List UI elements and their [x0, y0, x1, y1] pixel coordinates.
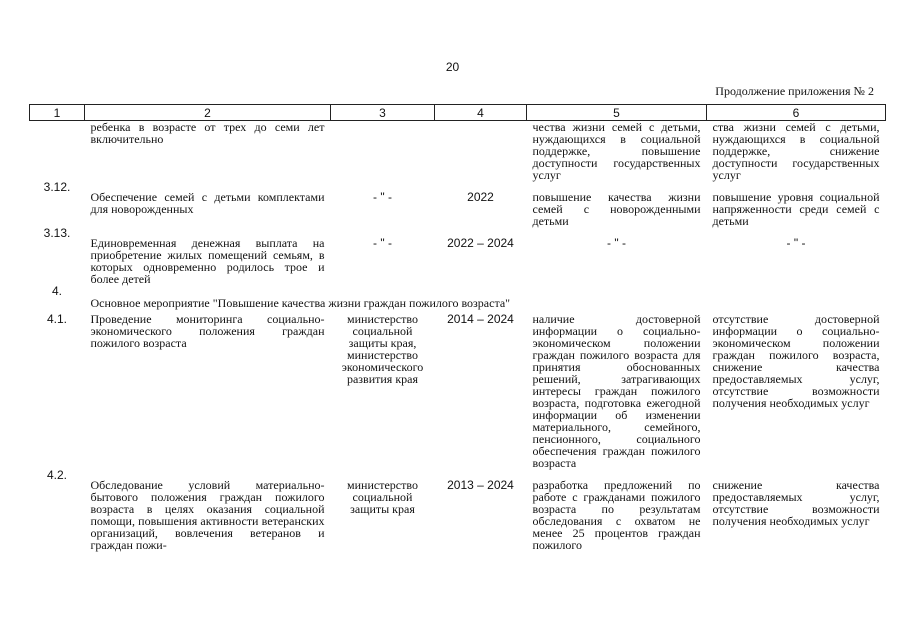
column-header: 1: [30, 105, 85, 121]
column-header: 3: [331, 105, 435, 121]
page-number: 20: [445, 60, 460, 74]
expected-result: чества жизни семей с детьми, нуждающихся в социальной поддержке, повышение доступности государственных услуг: [532, 120, 701, 182]
executor: министерство социальной защиты края: [347, 478, 418, 516]
executor: - " -: [373, 236, 392, 250]
period: 2014 – 2024: [447, 312, 514, 326]
program-measures-table: [29, 104, 886, 551]
expected-result: повышение качества жизни семей с новорожденными детьми: [532, 190, 701, 228]
expected-result: - " -: [607, 236, 626, 250]
row-number: 4.1.: [46, 312, 67, 326]
measure-name: Единовременная денежная выплата на приобретение жилых помещений семьям, в которых одновременно родилось трое и более детей: [90, 236, 325, 286]
table-row: [30, 121, 886, 182]
section-title: Основное мероприятие "Повышение качества жизни граждан пожилого возраста": [90, 296, 511, 310]
consequences: повышение уровня социальной напряженности среди семей с детьми: [712, 190, 880, 228]
section-number: 4.: [51, 284, 62, 298]
period: 2022 – 2024: [447, 236, 514, 250]
table-row: [30, 181, 886, 227]
period: 2022: [467, 190, 494, 204]
section-heading-row: [30, 285, 886, 313]
appendix-note: Продолжение приложения № 2: [715, 84, 874, 98]
row-number: 3.12.: [43, 180, 71, 194]
row-number: 4.2.: [46, 468, 67, 482]
column-header: 5: [527, 105, 707, 121]
executor: министерство социальной защиты края, министерство экономического развития края: [341, 312, 424, 386]
measure-name: Проведение мониторинга социально-экономического положения граждан пожилого возраста: [90, 312, 325, 350]
consequences: снижение качества предоставляемых услуг, отсутствие возможности получения необходимых услуг: [712, 478, 880, 528]
consequences: - " -: [786, 236, 806, 250]
consequences: ства жизни семей с детьми, нуждающихся в социальной поддержке, снижение доступности государственных услуг: [712, 120, 880, 182]
row-number: 3.13.: [43, 226, 71, 240]
table-row: [30, 313, 886, 469]
measure-name: Обеспечение семей с детьми комплектами для новорожденных: [90, 190, 325, 216]
measure-name: Обследование условий материально-бытового положения граждан пожилого возраста в целях оказания социальной помощи, повышения активности ветеранских организаций, вовлечения ветеранов и граждан пожи-: [90, 478, 325, 552]
table-header-row: [30, 105, 886, 121]
measure-name: ребенка в возрасте от трех до семи лет включительно: [90, 120, 325, 146]
table-row: [30, 227, 886, 285]
table-row: [30, 469, 886, 551]
expected-result: разработка предложений по работе с гражданами пожилого возраста по результатам обследования с охватом не менее 25 процентов граждан пожилого: [532, 478, 701, 552]
executor: - " -: [373, 190, 392, 204]
column-header: 4: [435, 105, 527, 121]
period: 2013 – 2024: [447, 478, 514, 492]
consequences: отсутствие достоверной информации о социально-экономическом положении граждан пожилого возраста, снижение качества предоставляемых услуг, отсутствие возможности получения необходимых услуг: [712, 312, 880, 410]
column-header: 2: [85, 105, 331, 121]
expected-result: наличие достоверной информации о социально-экономическом положении граждан пожилого возраста для принятия обоснованных решений, затрагивающих интересы граждан пожилого возраста, подготовка ежегодной информации об изменении материального, семейного, пенсионного, социального обеспечения граждан пожилого возраста: [532, 312, 701, 470]
column-header: 6: [707, 105, 886, 121]
